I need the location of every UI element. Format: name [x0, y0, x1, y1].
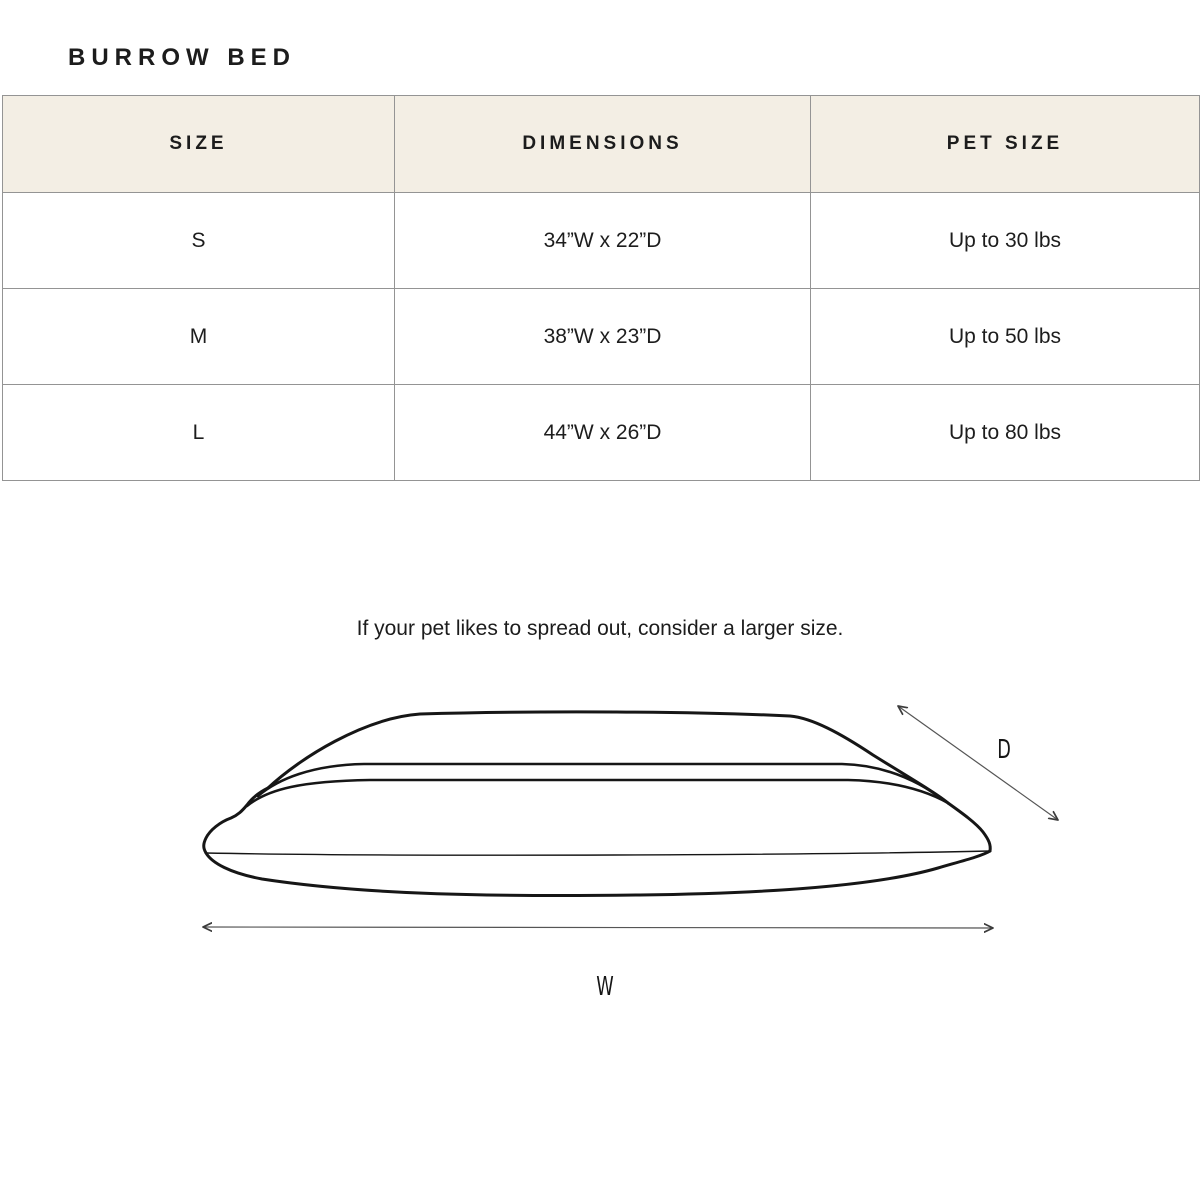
cell-size-s: S: [3, 193, 395, 289]
cell-size-l: L: [3, 385, 395, 481]
cell-size-m: M: [3, 289, 395, 385]
cell-dimensions-s: 34”W x 22”D: [395, 193, 811, 289]
page-title: BURROW BED: [68, 44, 296, 71]
cell-dimensions-m: 38”W x 23”D: [395, 289, 811, 385]
cell-pet-size-s: Up to 30 lbs: [811, 193, 1200, 289]
column-header-pet-size: PET SIZE: [811, 96, 1200, 193]
table-row-large: [3, 385, 1200, 481]
size-chart-table: [2, 95, 1200, 481]
cell-dimensions-l: 44”W x 26”D: [395, 385, 811, 481]
depth-label: D: [997, 735, 1011, 765]
width-dimension-arrow: [203, 927, 993, 928]
column-header-dimensions: DIMENSIONS: [395, 96, 811, 193]
bed-outline: [204, 712, 990, 896]
pet-bed-illustration: [0, 680, 1200, 1020]
sizing-note: If your pet likes to spread out, consider a larger size.: [356, 617, 844, 640]
column-header-size: SIZE: [3, 96, 395, 193]
table-row-small: [3, 193, 1200, 289]
table-header-row: [3, 96, 1200, 193]
width-label: W: [596, 972, 614, 1002]
depth-dimension-arrow: [898, 706, 1058, 820]
cell-pet-size-l: Up to 80 lbs: [811, 385, 1200, 481]
table-row-medium: [3, 289, 1200, 385]
cell-pet-size-m: Up to 50 lbs: [811, 289, 1200, 385]
